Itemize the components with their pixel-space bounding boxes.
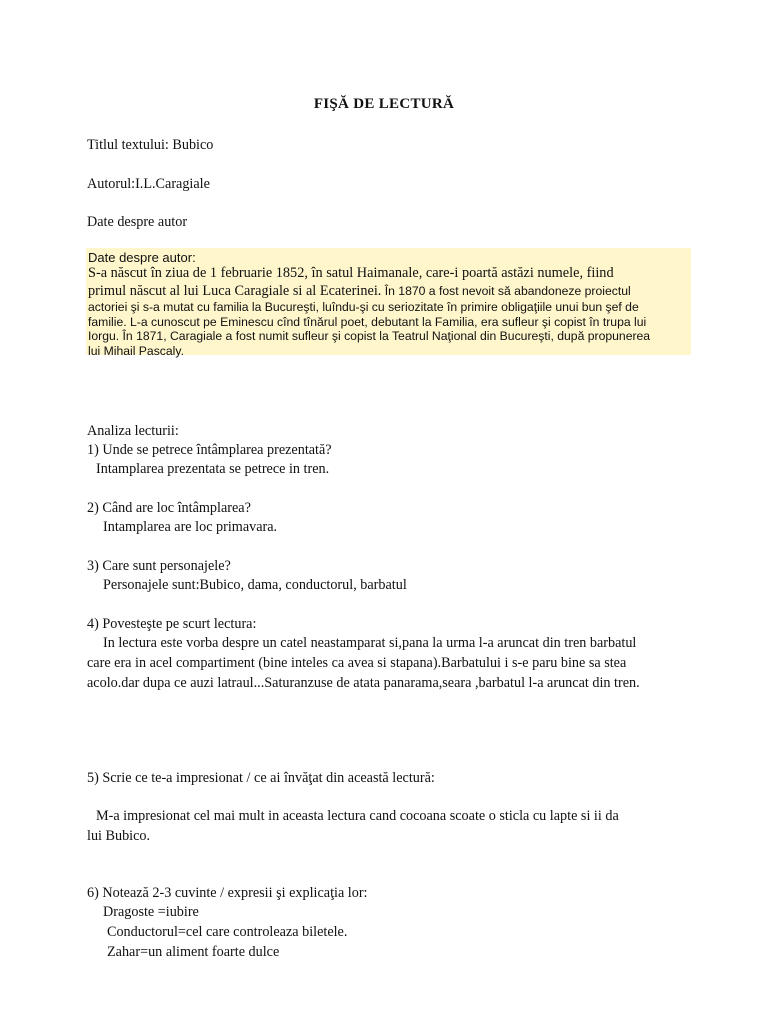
answer-6-line-2: Conductorul=cel care controleaza biletele.	[107, 924, 348, 940]
highlight-line-4: familie. L-a cunoscut pe Eminescu cînd tînărul poet, debutant la Familia, era sufleur şi copist în trupa lui	[88, 314, 647, 329]
author-field: Autorul:I.L.Caragiale	[87, 176, 210, 192]
text-title-field: Titlul textului: Bubico	[87, 137, 214, 153]
answer-4-line-2: care era in acel compartiment (bine inteles ca avea si stapana).Barbatului i s-e paru bine sa stea	[87, 655, 627, 671]
answer-5-line-1: M-a impresionat cel mai mult in aceasta lectura cand cocoana scoate o sticla cu lapte si ii da	[96, 808, 619, 824]
answer-4-line-3: acolo.dar dupa ce auzi latraul...Saturanzuse de atata panarama,seara ,barbatul l-a aruncat din tren.	[87, 675, 640, 691]
answer-6-line-3: Zahar=un aliment foarte dulce	[107, 944, 280, 960]
highlight-heading: Date despre autor:	[88, 250, 196, 265]
answer-2: Intamplarea are loc primavara.	[103, 519, 278, 535]
answer-6-line-1: Dragoste =iubire	[103, 904, 199, 920]
highlight-line-2b: În 1870 a fost nevoit să abandoneze proiectul	[381, 284, 631, 298]
document-title: FIŞĂ DE LECTURĂ	[313, 96, 455, 112]
question-1: 1) Unde se petrece întâmplarea prezentată?	[87, 442, 332, 458]
question-2: 2) Când are loc întâmplarea?	[87, 500, 251, 516]
analysis-heading: Analiza lecturii:	[87, 423, 179, 439]
highlight-line-2	[88, 282, 689, 300]
question-4: 4) Povesteşte pe scurt lectura:	[87, 616, 257, 632]
highlight-line-2a: primul născut al lui Luca Caragiale si al Ecaterinei.	[88, 283, 382, 299]
answer-3: Personajele sunt:Bubico, dama, conductorul, barbatul	[103, 577, 407, 593]
author-info-highlight	[86, 248, 691, 358]
answer-5-line-2: lui Bubico.	[87, 828, 151, 844]
highlight-line-5: Iorgu. În 1871, Caragiale a fost numit sufleur şi copist la Teatrul Naţional din Bucureşti, după propunerea	[88, 329, 651, 344]
highlight-line-1: S-a născut în ziua de 1 februarie 1852, în satul Haimanale, care-i poartă astăzi numele, fiind	[88, 265, 614, 281]
answer-4-line-1: In lectura este vorba despre un catel neastamparat si,pana la urma l-a aruncat din tren barbatul	[103, 635, 637, 651]
author-info-label: Date despre autor	[87, 214, 188, 230]
question-3: 3) Care sunt personajele?	[87, 558, 231, 574]
highlight-line-3: actoriei şi s-a mutat cu familia la Bucureşti, luîndu-şi cu seriozitate în primire obligaţiile unui bun şef de	[88, 300, 639, 314]
question-5: 5) Scrie ce te-a impresionat / ce ai învăţat din această lectură:	[87, 770, 435, 786]
question-6: 6) Notează 2-3 cuvinte / expresii şi explicaţia lor:	[87, 885, 368, 901]
answer-1: Intamplarea prezentata se petrece in tren.	[96, 461, 330, 477]
highlight-line-6: lui Mihail Pascaly.	[88, 343, 184, 358]
